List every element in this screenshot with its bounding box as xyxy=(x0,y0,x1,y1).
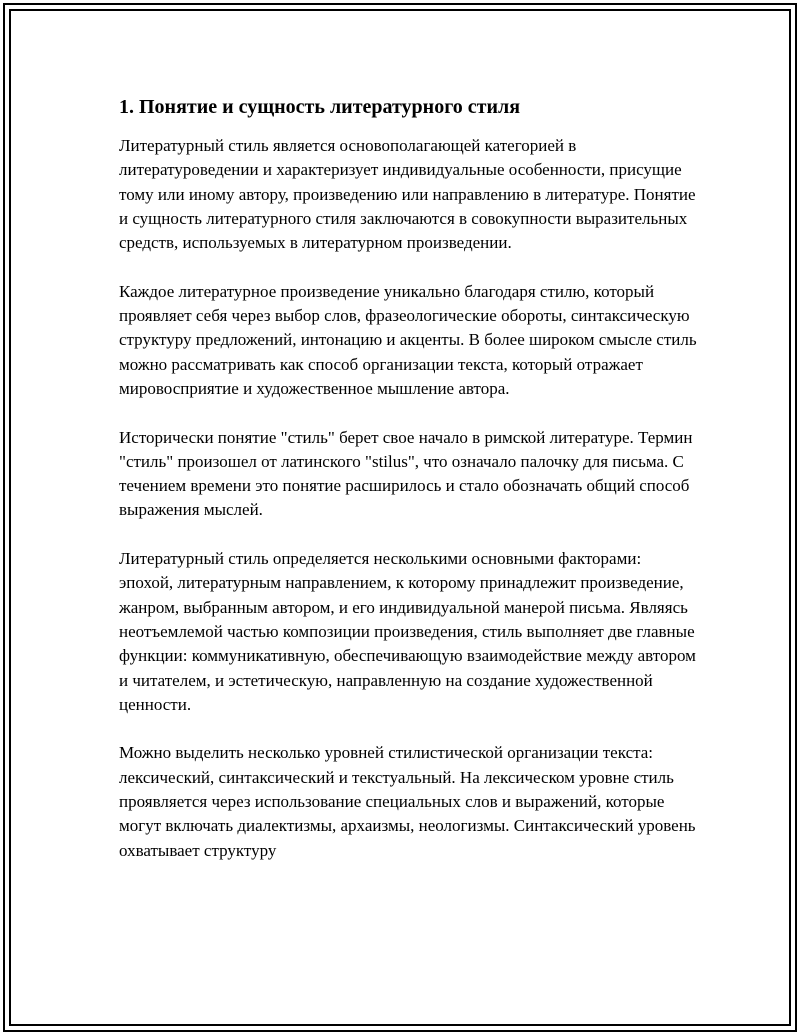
section-heading: 1. Понятие и сущность литературного стиля xyxy=(119,96,521,118)
paragraph-2: Каждое литературное произведение уникально благодаря стилю, который проявляет себя через выбор слов, фразеологические обороты, синтаксическую структуру предложений, интонацию и акценты. В более широком смысле стиль можно рассматривать как способ организации текста, который отражает мировосприятие и художественное мышление автора. xyxy=(119,281,697,398)
document-body xyxy=(119,94,699,887)
paragraph-1: Литературный стиль является основополагающей категорией в литературоведении и характеризует индивидуальные особенности, присущие тому или иному автору, произведению или направлению в литературе. Понятие и сущность литературного стиля заключаются в совокупности выразительных средств, используемых в литературном произведении. xyxy=(119,136,696,253)
paragraph-5: Можно выделить несколько уровней стилистической организации текста: лексический, синтаксический и текстуальный. На лексическом уровне стиль проявляется через использование специальных слов и выражений, которые могут включать диалектизмы, архаизмы, неологизмы. Синтаксический уровень охватывает структуру xyxy=(119,743,696,860)
paragraph-3: Исторически понятие "стиль" берет свое начало в римской литературе. Термин "стиль" произошел от латинского "stilus", что означало палочку для письма. С течением времени это понятие расширилось и стало обозначать общий способ выражения мыслей. xyxy=(119,427,693,520)
paragraph-4: Литературный стиль определяется несколькими основными факторами: эпохой, литературным направлением, к которому принадлежит произведение, жанром, выбранным автором, и его индивидуальной манерой письма. Являясь неотъемлемой частью композиции произведения, стиль выполняет две главные функции: коммуникативную, обеспечивающую взаимодействие между автором и читателем, и эстетическую, направленную на создание художественной ценности. xyxy=(119,549,696,714)
